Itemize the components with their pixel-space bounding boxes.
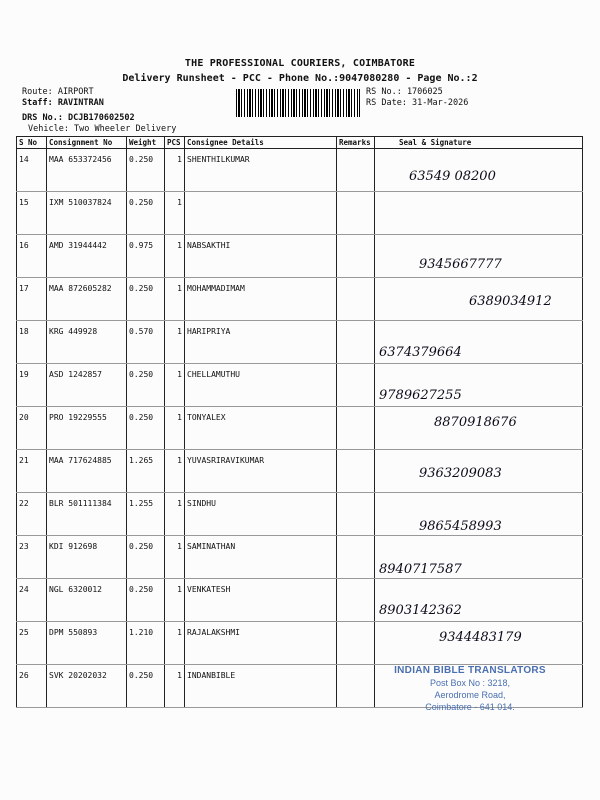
table-row	[17, 407, 583, 450]
meta-left	[22, 87, 176, 135]
row-remarks	[337, 579, 375, 622]
row-pcs: 1	[165, 579, 185, 622]
handwritten-signature: 9345667777	[419, 257, 502, 272]
row-weight: 1.255	[127, 493, 165, 536]
row-consignee: SINDHU	[185, 493, 337, 536]
row-weight: 1.265	[127, 450, 165, 493]
barcode	[236, 89, 360, 117]
route-text: Route: AIRPORT	[22, 87, 94, 97]
row-pcs: 1	[165, 235, 185, 278]
row-weight: 0.570	[127, 321, 165, 364]
row-pcs: 1	[165, 192, 185, 235]
table-header	[17, 137, 583, 149]
row-consignee: MOHAMMADIMAM	[185, 278, 337, 321]
row-sno: 18	[17, 321, 47, 364]
row-sno: 25	[17, 622, 47, 665]
row-signature	[375, 149, 583, 192]
handwritten-signature: 8870918676	[434, 415, 517, 430]
row-sno: 24	[17, 579, 47, 622]
row-sno: 19	[17, 364, 47, 407]
row-weight: 0.250	[127, 579, 165, 622]
table-row	[17, 493, 583, 536]
row-signature	[375, 235, 583, 278]
row-consignment: IXM 510037824	[47, 192, 127, 235]
handwritten-signature: 9344483179	[439, 630, 522, 645]
staff-text: Staff: RAVINTRAN	[22, 98, 104, 108]
row-remarks	[337, 192, 375, 235]
table-row	[17, 622, 583, 665]
row-pcs: 1	[165, 364, 185, 407]
row-remarks	[337, 536, 375, 579]
table-row	[17, 321, 583, 364]
rs-number: RS No.: 1706025	[366, 87, 443, 97]
col-weight: Weight	[127, 137, 165, 149]
row-consignment: KDI 912698	[47, 536, 127, 579]
runsheet-table	[16, 136, 583, 708]
row-weight: 0.975	[127, 235, 165, 278]
vehicle-text: Vehicle: Two Wheeler Delivery	[28, 124, 177, 134]
row-sno: 22	[17, 493, 47, 536]
row-consignee: VENKATESH	[185, 579, 337, 622]
stamp-name: INDIAN BIBLE TRANSLATORS	[394, 665, 546, 676]
table-row	[17, 364, 583, 407]
row-consignment: ASD 1242857	[47, 364, 127, 407]
row-pcs: 1	[165, 407, 185, 450]
stamp-line1: Post Box No : 3218,	[429, 678, 511, 688]
row-consignee: CHELLAMUTHU	[185, 364, 337, 407]
row-consignment: MAA 872605282	[47, 278, 127, 321]
row-consignee: NABSAKTHI	[185, 235, 337, 278]
row-consignee: YUVASRIRAVIKUMAR	[185, 450, 337, 493]
row-sno: 21	[17, 450, 47, 493]
row-sno: 17	[17, 278, 47, 321]
row-sno: 20	[17, 407, 47, 450]
col-sno: S No	[17, 137, 47, 149]
row-pcs: 1	[165, 321, 185, 364]
handwritten-signature: 6389034912	[469, 294, 552, 309]
row-sno: 16	[17, 235, 47, 278]
row-signature	[375, 622, 583, 665]
handwritten-signature: 9363209083	[419, 466, 502, 481]
row-remarks	[337, 235, 375, 278]
row-remarks	[337, 321, 375, 364]
row-weight: 0.250	[127, 192, 165, 235]
row-weight: 1.210	[127, 622, 165, 665]
row-remarks	[337, 278, 375, 321]
runsheet-subtitle: Delivery Runsheet - PCC - Phone No.:9047080280 - Page No.:2	[122, 73, 478, 84]
row-consignment: KRG 449928	[47, 321, 127, 364]
table-row	[17, 192, 583, 235]
col-seal: Seal & Signature	[375, 137, 583, 149]
row-remarks	[337, 665, 375, 708]
row-consignment: DPM 550893	[47, 622, 127, 665]
row-weight: 0.250	[127, 665, 165, 708]
row-pcs: 1	[165, 665, 185, 708]
handwritten-signature: 63549 08200	[409, 169, 496, 184]
seal-stamp	[380, 665, 560, 713]
row-remarks	[337, 622, 375, 665]
row-weight: 0.250	[127, 278, 165, 321]
row-consignment: SVK 20202032	[47, 665, 127, 708]
table-row	[17, 579, 583, 622]
handwritten-signature: 9789627255	[379, 388, 462, 403]
row-remarks	[337, 450, 375, 493]
row-sno: 15	[17, 192, 47, 235]
col-pcs: PCS	[165, 137, 185, 149]
row-remarks	[337, 407, 375, 450]
drs-number: DRS No.: DCJB170602502	[22, 113, 135, 123]
row-signature	[375, 493, 583, 536]
row-consignee	[185, 192, 337, 235]
row-signature	[375, 450, 583, 493]
row-consignment: AMD 31944442	[47, 235, 127, 278]
col-consignee: Consignee Details	[185, 137, 337, 149]
row-consignee: SHENTHILKUMAR	[185, 149, 337, 192]
row-consignee: RAJALAKSHMI	[185, 622, 337, 665]
row-consignee: HARIPRIYA	[185, 321, 337, 364]
col-consignment: Consignment No	[47, 137, 127, 149]
stamp-line2: Aerodrome Road,	[434, 690, 506, 700]
row-pcs: 1	[165, 450, 185, 493]
rs-date: RS Date: 31-Mar-2026	[366, 98, 469, 108]
row-weight: 0.250	[127, 149, 165, 192]
row-remarks	[337, 364, 375, 407]
row-consignment: NGL 6320012	[47, 579, 127, 622]
row-sno: 14	[17, 149, 47, 192]
meta-right	[366, 87, 468, 109]
row-consignee: TONYALEX	[185, 407, 337, 450]
table-row	[17, 450, 583, 493]
table-row	[17, 278, 583, 321]
row-signature	[375, 579, 583, 622]
row-pcs: 1	[165, 278, 185, 321]
row-consignment: BLR 501111384	[47, 493, 127, 536]
row-signature	[375, 278, 583, 321]
handwritten-signature: 8903142362	[379, 603, 462, 618]
row-signature	[375, 536, 583, 579]
row-signature	[375, 364, 583, 407]
row-pcs: 1	[165, 622, 185, 665]
row-sno: 26	[17, 665, 47, 708]
row-consignee: INDANBIBLE	[185, 665, 337, 708]
handwritten-signature: 6374379664	[379, 345, 462, 360]
table-row	[17, 235, 583, 278]
row-remarks	[337, 149, 375, 192]
row-weight: 0.250	[127, 364, 165, 407]
row-pcs: 1	[165, 149, 185, 192]
company-title: THE PROFESSIONAL COURIERS, COIMBATORE	[184, 58, 416, 69]
handwritten-signature: 8940717587	[379, 562, 462, 577]
row-weight: 0.250	[127, 407, 165, 450]
row-weight: 0.250	[127, 536, 165, 579]
table-row	[17, 536, 583, 579]
row-signature	[375, 192, 583, 235]
row-pcs: 1	[165, 493, 185, 536]
table-row	[17, 149, 583, 192]
row-sno: 23	[17, 536, 47, 579]
row-consignment: MAA 717624885	[47, 450, 127, 493]
handwritten-signature: 9865458993	[419, 519, 502, 534]
row-signature	[375, 321, 583, 364]
row-consignee: SAMINATHAN	[185, 536, 337, 579]
row-remarks	[337, 493, 375, 536]
col-remarks: Remarks	[337, 137, 375, 149]
row-signature	[375, 407, 583, 450]
stamp-line3: Coimbatore - 641 014.	[425, 702, 515, 712]
row-consignment: MAA 653372456	[47, 149, 127, 192]
row-pcs: 1	[165, 536, 185, 579]
row-consignment: PRO 19229555	[47, 407, 127, 450]
